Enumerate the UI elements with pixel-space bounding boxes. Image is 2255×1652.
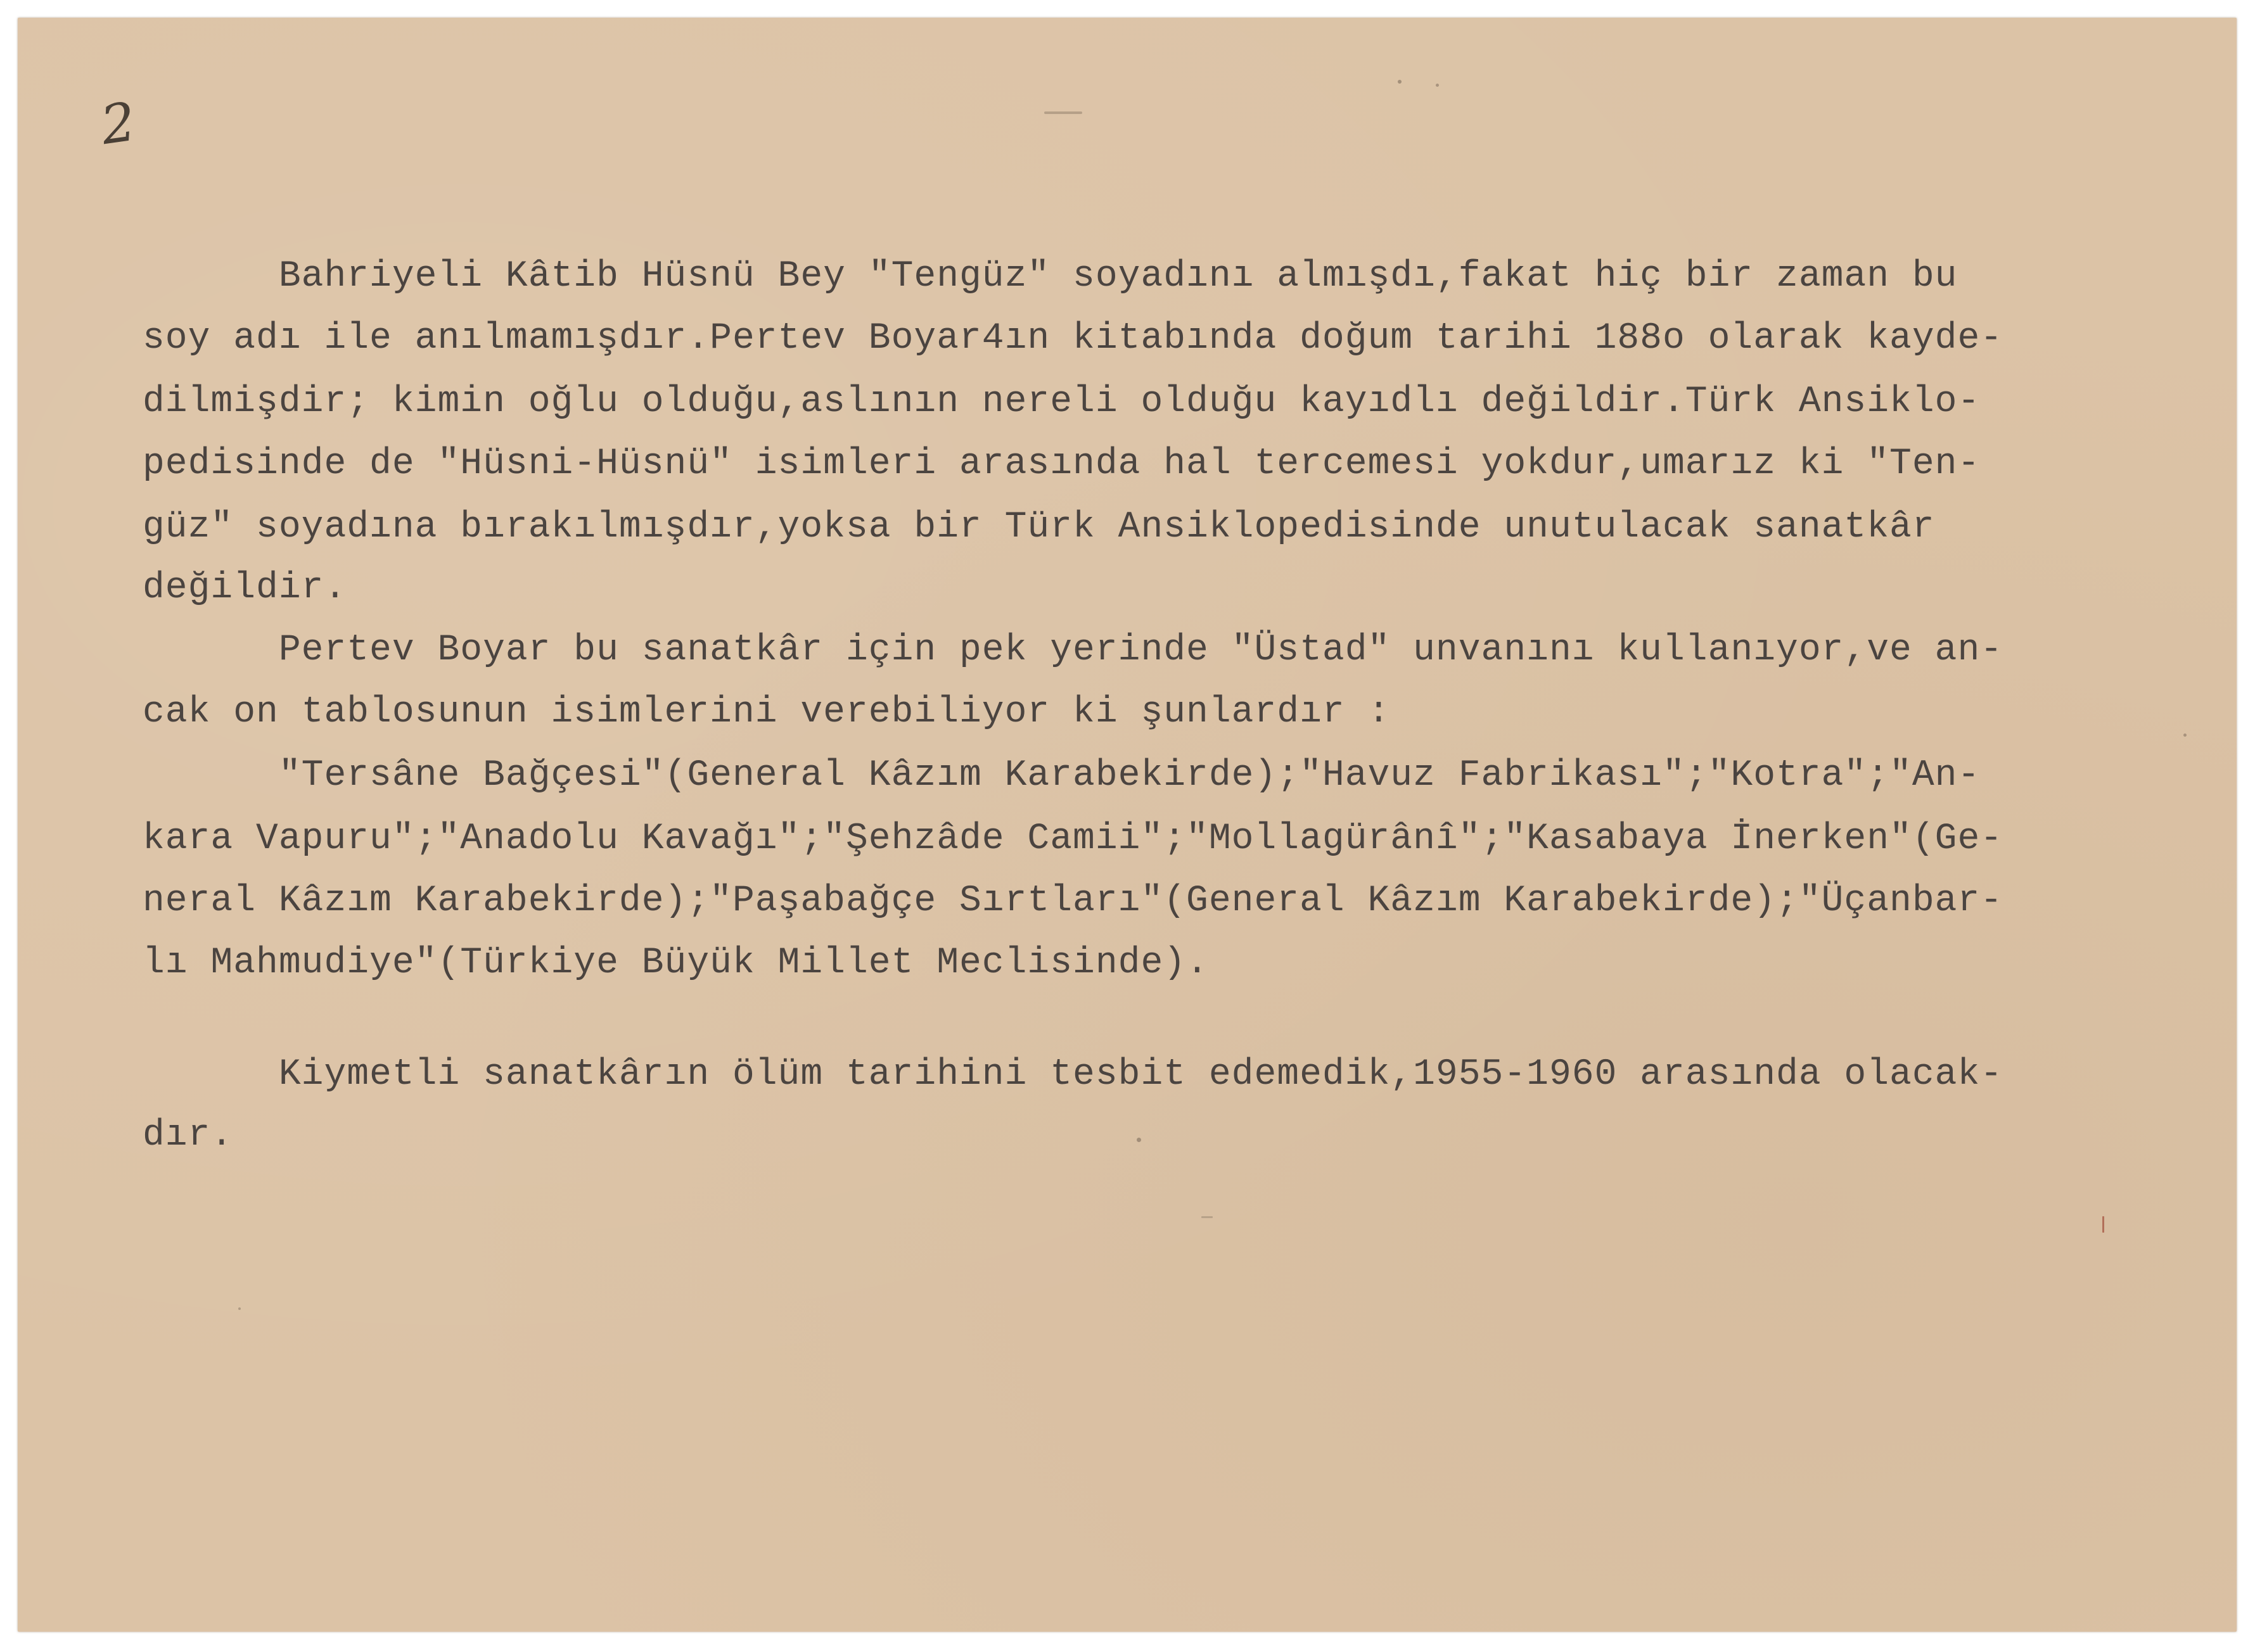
text-line: lı Mahmudiye"(Türkiye Büyük Millet Meclisinde). [143, 943, 1209, 984]
text-line: soy adı ile anılmamışdır.Pertev Boyar4ın kitabında doğum tarihi 188o olarak kayde- [143, 318, 2003, 359]
text-line: dır. [143, 1115, 234, 1156]
text-line: kara Vapuru";"Anadolu Kavağı";"Şehzâde Camii";"Mollagürânî";"Kasabaya İnerken"(Ge- [143, 818, 2003, 860]
paper-mark [2102, 1216, 2104, 1233]
text-line: Pertev Boyar bu sanatkâr için pek yerinde "Üstad" unvanını kullanıyor,ve an- [143, 630, 2003, 671]
text-line: değildir. [143, 568, 347, 609]
paper-speck [1137, 1138, 1141, 1142]
document-page [18, 18, 2237, 1632]
handwritten-page-number: 2 [97, 90, 140, 157]
text-line: güz" soyadına bırakılmışdır,yoksa bir Türk Ansiklopedisinde unutulacak sanatkâr [143, 507, 1935, 548]
text-line: pedisinde de "Hüsni-Hüsnü" isimleri arasında hal tercemesi yokdur,umarız ki "Ten- [143, 443, 1981, 485]
paper-speck [1436, 84, 1439, 87]
text-line: cak on tablosunun isimlerini verebiliyor ki şunlardır : [143, 692, 1391, 733]
text-line: neral Kâzım Karabekirde);"Paşabağçe Sırtları"(General Kâzım Karabekirde);"Üçanbar- [143, 880, 2003, 922]
text-line: "Tersâne Bağçesi"(General Kâzım Karabekirde);"Havuz Fabrikası";"Kotra";"An- [143, 755, 1981, 796]
paper-speck [1398, 80, 1402, 84]
paper-speck [238, 1307, 241, 1310]
text-line: Kiymetli sanatkârın ölüm tarihini tesbit edemedik,1955-1960 arasında olacak- [143, 1054, 2003, 1095]
paper-mark [1201, 1216, 1213, 1218]
text-line: Bahriyeli Kâtib Hüsnü Bey "Tengüz" soyadını almışdı,fakat hiç bir zaman bu [143, 256, 1958, 297]
paper-mark [1044, 111, 1082, 114]
text-line: dilmişdir; kimin oğlu olduğu,aslının nereli olduğu kayıdlı değildir.Türk Ansiklo- [143, 381, 1981, 423]
paper-speck [2183, 734, 2187, 737]
